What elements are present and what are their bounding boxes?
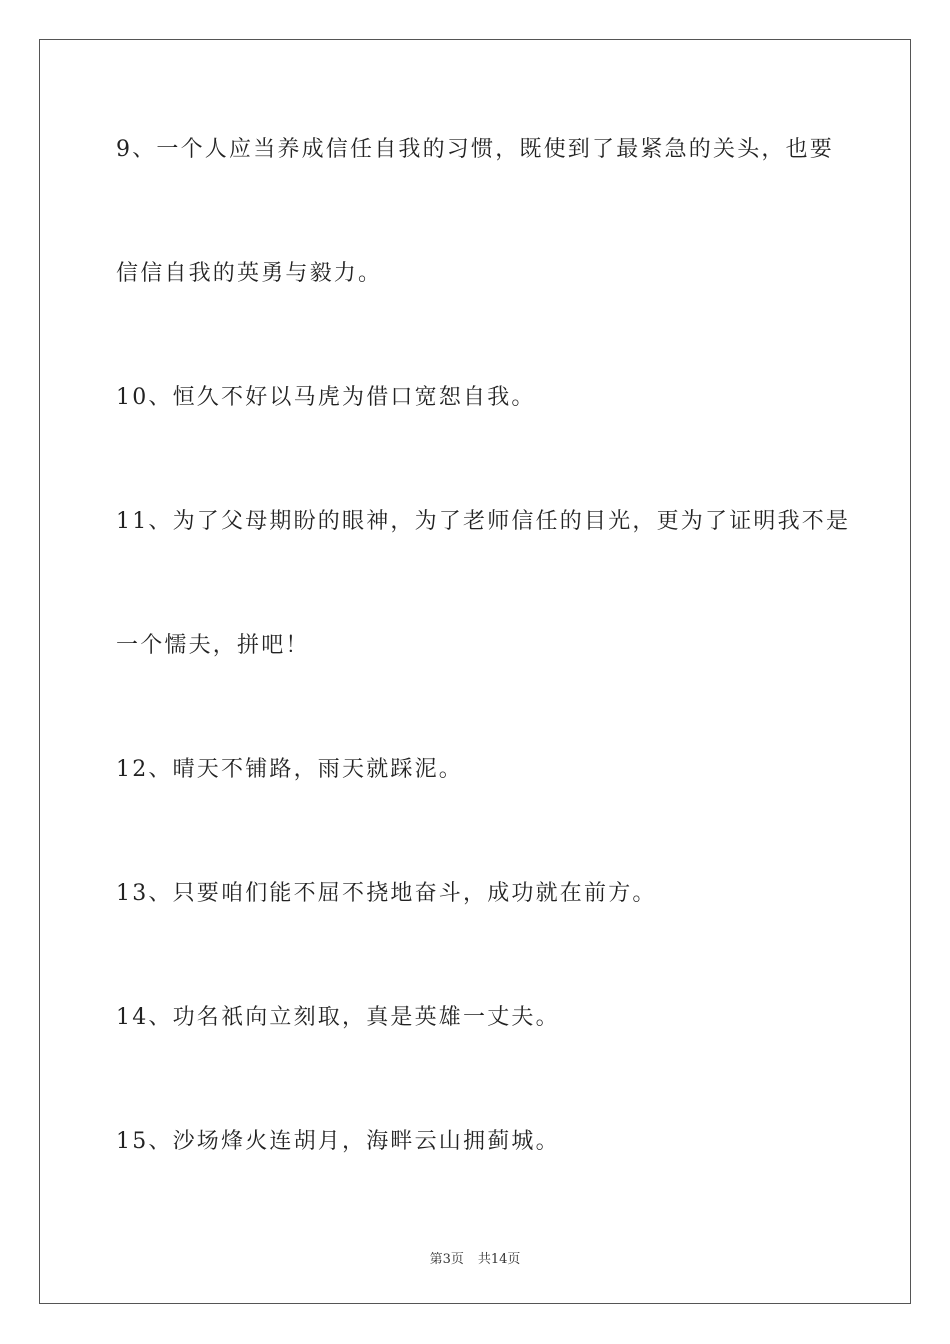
quote-line-14: 14、功名祇向立刻取，真是英雄一丈夫。 xyxy=(116,1005,560,1030)
page-footer xyxy=(0,1248,950,1267)
page-border xyxy=(39,39,911,1304)
quote-line-9a: 9、一个人应当养成信任自我的习惯，既使到了最紧急的关头，也要 xyxy=(116,137,834,162)
quote-line-12: 12、晴天不铺路，雨天就踩泥。 xyxy=(116,757,463,782)
page-number: 第3页 xyxy=(429,1252,464,1267)
quote-line-13: 13、只要咱们能不屈不挠地奋斗，成功就在前方。 xyxy=(116,881,657,906)
quote-line-15: 15、沙场烽火连胡月，海畔云山拥蓟城。 xyxy=(116,1129,560,1154)
page-total: 共14页 xyxy=(477,1252,521,1267)
quote-line-11a: 11、为了父母期盼的眼神，为了老师信任的目光，更为了证明我不是 xyxy=(116,509,851,534)
quote-line-9b: 信信自我的英勇与毅力。 xyxy=(116,261,383,286)
quote-line-10: 10、恒久不好以马虎为借口宽恕自我。 xyxy=(116,385,536,410)
quote-line-11b: 一个懦夫，拼吧！ xyxy=(116,633,310,658)
